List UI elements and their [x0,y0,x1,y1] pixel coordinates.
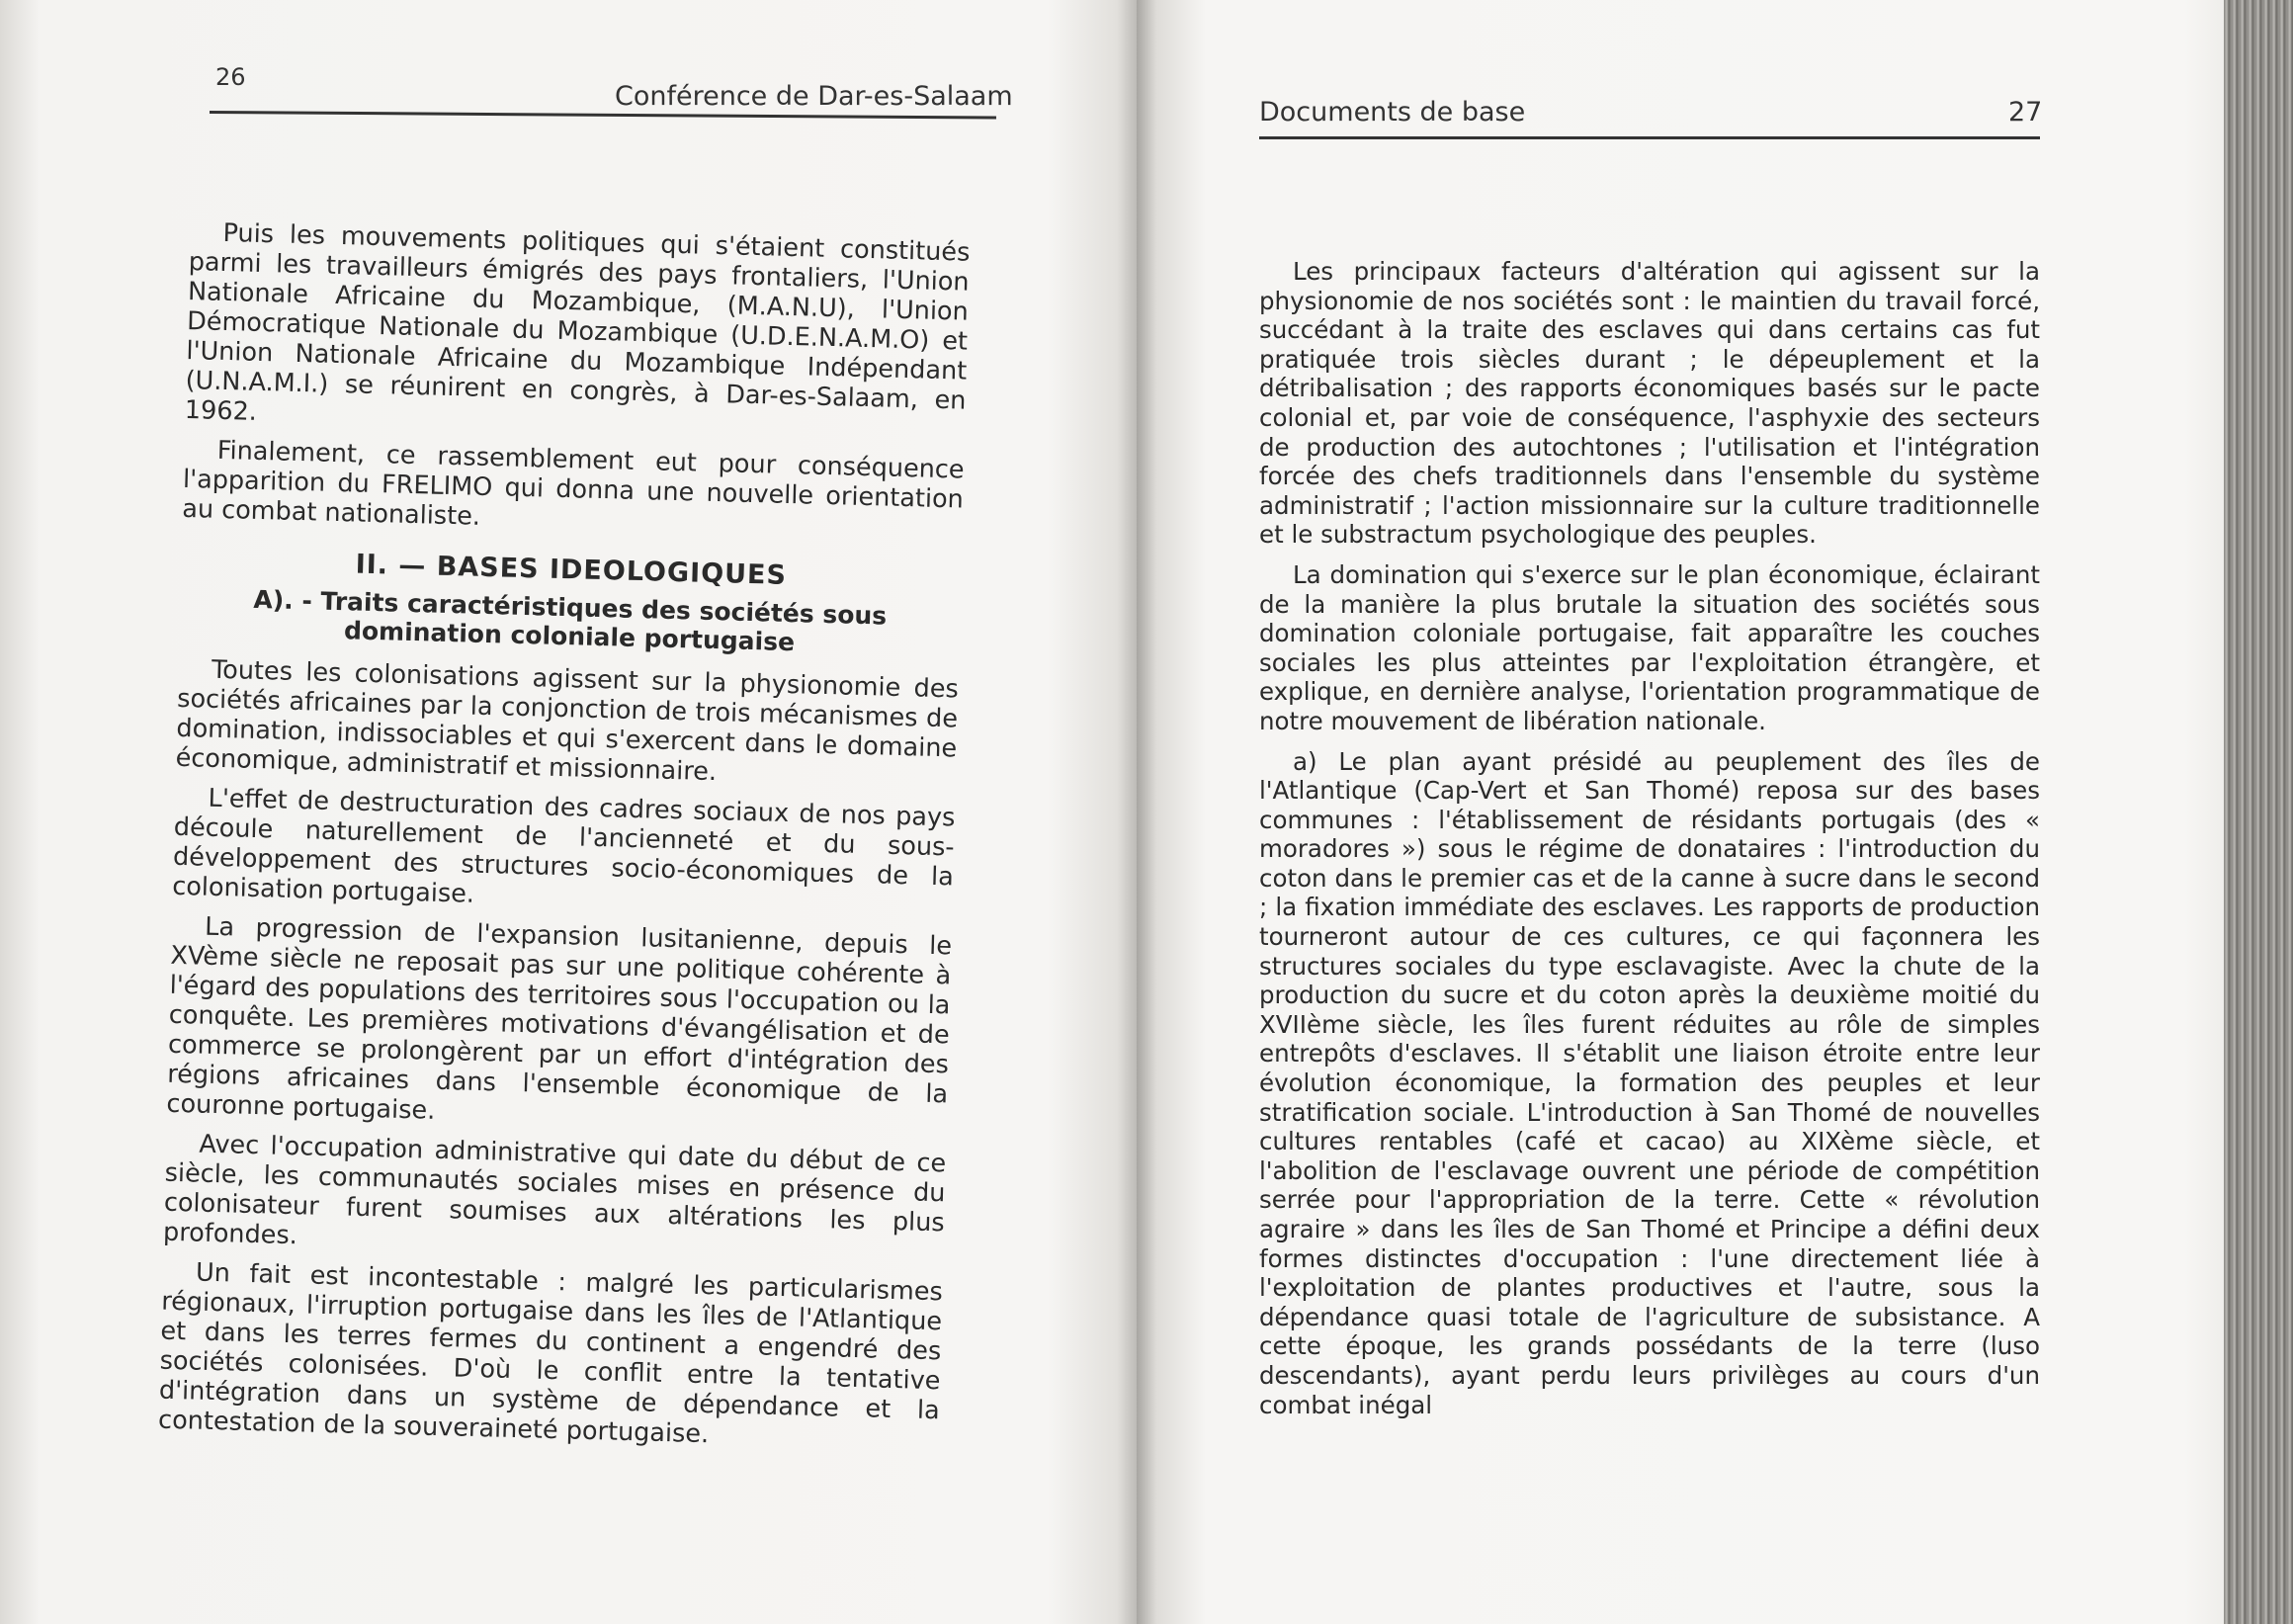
paragraph: L'effet de destructuration des cadres sociaux de nos pays découle naturellement de l'ancienneté et du sous-développement des structures socio-économiques de la colonisation portugaise. [171,783,956,909]
paragraph: La progression de l'expansion lusitanienne, depuis le XVème siècle ne reposait pas sur une politique cohérente à l'égard des populations des territoires sous l'occupation ou la conquête. Les premières motivations d'évangélisation et de commerce se prolongèrent par un effort d'intégration des régions africaines dans l'ensemble économique de la couronne portugaise. [166,911,953,1126]
page-edges [2224,0,2293,1624]
paragraph: Toutes les colonisations agissent sur la physionomie des sociétés africaines par la conjonction de trois mécanismes de domination, indissociables et qui s'exercent dans le domaine économique, administratif et missionnaire. [175,654,960,788]
subsection-heading: A). - Traits caractéristiques des sociétés sous domination coloniale portugaise [253,584,888,657]
page-number-right: 27 [2008,97,2043,128]
running-header-left: Conférence de Dar-es-Salaam [615,81,1013,112]
paragraph: a) Le plan ayant présidé au peuplement des îles de l'Atlantique (Cap-Vert et San Thomé) reposa sur des bases communes : l'établissement de résidants portugais (des « moradores ») sous le régime de donataires : l'introduction du coton dans le premier cas et de la canne à sucre dans le second ; la fixation immédiate des esclaves. Les rapports de production tourneront autour de ces cultures, ce qui façonnera les structures sociales du type esclavagiste. Avec la chute de la production du sucre et du coton après la deuxième moitié du XVIIème siècle, les îles furent réduites au rôle de simples entrepôts d'esclaves. Il s'établit une liaison étroite entre leur évolution économique, la formation des peuples et leur stratification sociale. L'introduction à San Thomé de nouvelles cultures rentables (café et cacao) au XIXème siècle, et l'abolition de l'esclavage ouvrent une période de compétition serrée pour l'appropriation de la terre. Cette « révolution agraire » dans les îles de San Thomé et Principe a défini deux formes distinctes d'occupation : l'une directement liée à l'exploitation de plantes productives et l'autre, sous la dépendance quasi totale de l'agriculture de subsistance. A cette époque, les grands possédants de la terre (luso descendants), ayant perdu leurs privilèges au cours d'un combat inégal [1259,746,2040,1419]
left-page [0,0,1137,1624]
right-page [1137,0,2224,1624]
header-rule-left [210,111,996,120]
paragraph: Un fait est incontestable : malgré les particularismes régionaux, l'irruption portugaise dans les îles de l'Atlantique et dans les terres fermes du continent a engendré des sociétés colonisées. D'où le conflit entre la tentative d'intégration dans un système de dépendance et la contestation de la souveraineté portugaise. [157,1257,944,1450]
section-heading: II. — BASES IDEOLOGIQUES [355,549,788,591]
page-number-left: 26 [215,63,246,91]
paragraph: Puis les mouvements politiques qui s'étaient constitués parmi les travailleurs émigrés des pays frontaliers, l'Union Nationale Africaine du Mozambique, (M.A.N.U), l'Union Démocratique Nationale du Mozambique (U.D.E.N.A.M.O) et l'Union Nationale Africaine du Mozambique Indépendant (U.N.A.M.I.) se réunirent en congrès, à Dar-es-Salaam, en 1962. [184,217,971,427]
right-text-column [1259,257,2040,1430]
paragraph: La domination qui s'exerce sur le plan économique, éclairant de la manière la plus brutale la situation des sociétés sous domination coloniale portugaise, fait apparaître les couches sociales les plus atteintes par l'exploitation étrangère, et explique, en dernière analyse, l'orientation programmatique de notre mouvement de libération nationale. [1259,559,2040,735]
running-header-right: Documents de base [1259,97,1526,128]
paragraph: Les principaux facteurs d'altération qui agissent sur la physionomie de nos sociétés sont : le maintien du travail forcé, succédant à la traite des esclaves qui dans certains cas fut pratiquée trois siècles durant ; le dépeuplement et la détribalisation ; des rapports économiques basés sur le pacte colonial et, par voie de conséquence, l'asphyxie des secteurs de production des autochtones ; l'utilisation et l'intégration forcée des chefs traditionnels dans l'ensemble du système administratif ; l'action missionnaire sur la culture traditionnelle et le substractum psychologique des peuples. [1259,257,2040,550]
paragraph: Finalement, ce rassemblement eut pour conséquence l'apparition du FRELIMO qui donna une nouvelle orientation au combat nationaliste. [181,435,965,532]
paragraph: Avec l'occupation administrative qui date du début de ce siècle, les communautés sociales mises en présence du colonisateur furent soumises aux altérations les plus profondes. [162,1129,947,1251]
left-text-column [157,217,970,1465]
header-rule-right [1259,136,2040,139]
